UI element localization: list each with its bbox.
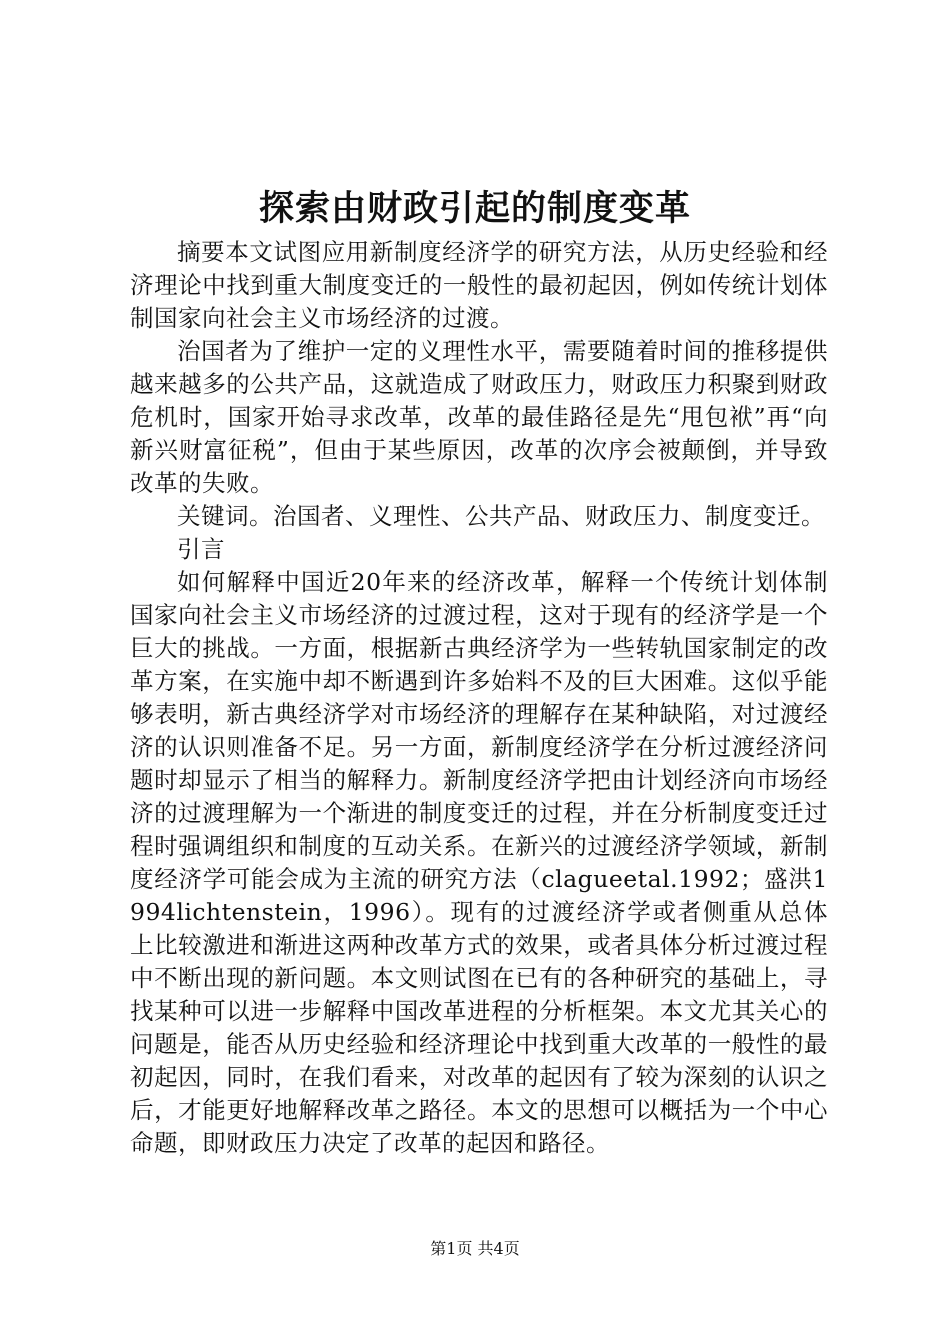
introduction-paragraph: 如何解释中国近20年来的经济改革，解释一个传统计划体制国家向社会主义市场经济的过渡过程，这对于现有的经济学是一个巨大的挑战。一方面，根据新古典经济学为一些转轨国家制定的改革方案，在实施中却不断遇到许多始料不及的巨大困难。这似乎能够表明，新古典经济学对市场经济的理解存在某种缺陷，对过渡经济的认识则准备不足。另一方面，新制度经济学在分析过渡经济问题时却显示了相当的解释力。新制度经济学把由计划经济向市场经济的过渡理解为一个渐进的制度变迁的过程，并在分析制度变迁过程时强调组织和制度的互动关系。在新兴的过渡经济学领域，新制度经济学可能会成为主流的研究方法（clagueetal.1992；盛洪1994lichtenstein，1996）。现有的过渡经济学或者侧重从总体上比较激进和渐进这两种改革方式的效果，或者具体分析过渡过程中不断出现的新问题。本文则试图在已有的各种研究的基础上，寻找某种可以进一步解释中国改革进程的分析框架。本文尤其关心的问题是，能否从历史经验和经济理论中找到重大改革的一般性的最初起因，同时，在我们看来，对改革的起因有了较为深刻的认识之后，才能更好地解释改革之路径。本文的思想可以概括为一个中心命题，即财政压力决定了改革的起因和路径。: [130, 568, 828, 1157]
introduction-heading: 引言: [177, 535, 225, 563]
document-title: 探索由财政引起的制度变革: [258, 188, 691, 229]
document-body: [130, 236, 828, 1160]
page-footer: 第1页 共4页: [430, 1239, 520, 1258]
abstract-body-paragraph: 治国者为了维护一定的义理性水平，需要随着时间的推移提供越来越多的公共产品，这就造成了财政压力，财政压力积聚到财政危机时，国家开始寻求改革，改革的最佳路径是先“甩包袱”再“向新兴财富征税”，但由于某些原因，改革的次序会被颠倒，并导致改革的失败。: [130, 337, 828, 497]
abstract-paragraph: 摘要本文试图应用新制度经济学的研究方法，从历史经验和经济理论中找到重大制度变迁的一般性的最初起因，例如传统计划体制国家向社会主义市场经济的过渡。: [130, 238, 828, 332]
keywords-paragraph: 关键词。治国者、义理性、公共产品、财政压力、制度变迁。: [177, 502, 825, 530]
